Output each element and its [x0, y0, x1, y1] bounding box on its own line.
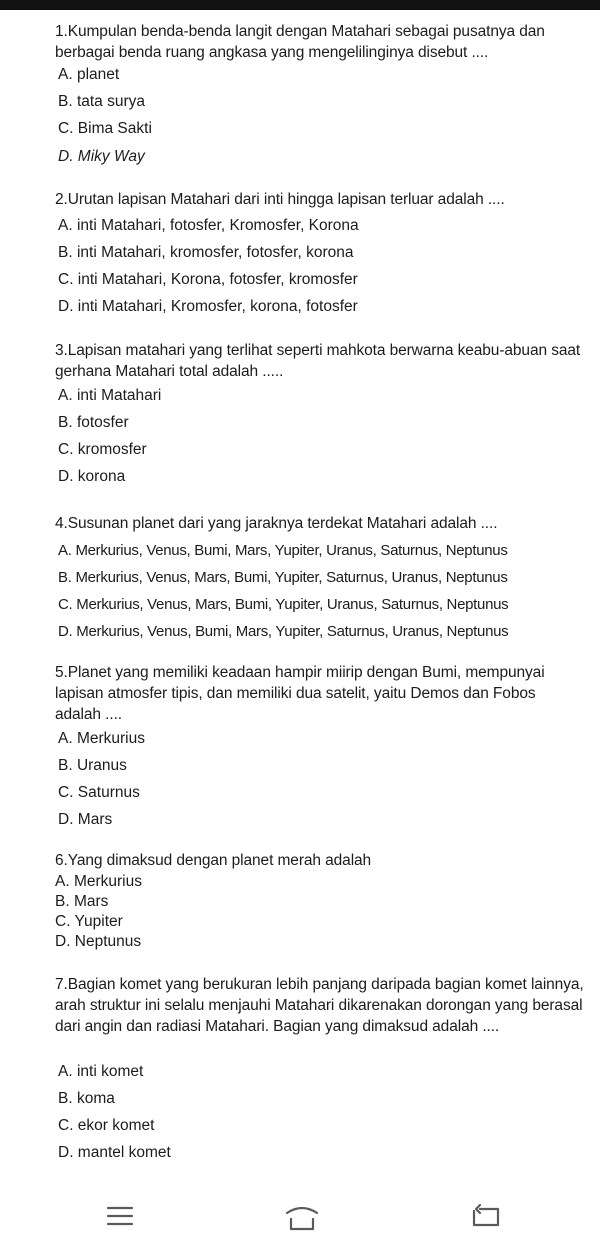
option-6d: D. Neptunus — [55, 933, 142, 950]
menu-lines-icon[interactable] — [100, 1197, 140, 1237]
option-7a: A. inti komet — [58, 1063, 144, 1080]
option-1c: C. Bima Sakti — [58, 120, 152, 137]
back-icon[interactable] — [466, 1197, 506, 1237]
option-3b: B. fotosfer — [58, 414, 129, 431]
option-2c: C. inti Matahari, Korona, fotosfer, kromosfer — [58, 271, 358, 288]
option-5d: D. Mars — [58, 811, 113, 828]
option-7d: D. mantel komet — [58, 1144, 171, 1161]
option-6b: B. Mars — [55, 893, 109, 910]
option-6c: C. Yupiter — [55, 913, 123, 930]
option-4c: C. Merkurius, Venus, Mars, Bumi, Yupiter, Uranus, Saturnus, Neptunus — [58, 596, 509, 613]
question-4-text: 4.Susunan planet dari yang jaraknya terdekat Matahari adalah .... — [55, 515, 498, 532]
option-3d: D. korona — [58, 468, 126, 485]
home-icon[interactable] — [282, 1197, 322, 1237]
option-7b: B. koma — [58, 1090, 115, 1107]
option-1d: D. Miky Way — [58, 148, 145, 165]
question-2-text: 2.Urutan lapisan Matahari dari inti hingga lapisan terluar adalah .... — [55, 191, 505, 208]
option-5c: C. Saturnus — [58, 784, 140, 801]
option-5b: B. Uranus — [58, 757, 127, 774]
question-7-text: 7.Bagian komet yang berukuran lebih panjang daripada bagian komet lainnya, arah struktur ini selalu menjauhi Matahari dikarenakan dorongan yang berasal dari angin dan radiasi Matahari. Bagian yang dimaksud adalah .... — [55, 976, 584, 1035]
navigation-bar — [0, 1185, 600, 1249]
question-1-text: 1.Kumpulan benda-benda langit dengan Matahari sebagai pusatnya dan berbagai benda ruang angkasa yang mengelilinginya disebut .... — [55, 23, 545, 61]
option-4b: B. Merkurius, Venus, Mars, Bumi, Yupiter, Saturnus, Uranus, Neptunus — [58, 569, 508, 586]
question-3-text: 3.Lapisan matahari yang terlihat seperti mahkota berwarna keabu-abuan saat gerhana Matahari total adalah ..... — [55, 342, 581, 380]
option-1b: B. tata surya — [58, 93, 146, 110]
option-2a: A. inti Matahari, fotosfer, Kromosfer, Korona — [58, 217, 359, 234]
option-7c: C. ekor komet — [58, 1117, 155, 1134]
option-3c: C. kromosfer — [58, 441, 147, 458]
option-4a: A. Merkurius, Venus, Bumi, Mars, Yupiter, Uranus, Saturnus, Neptunus — [58, 542, 508, 559]
option-1a: A. planet — [58, 66, 120, 83]
status-bar — [0, 0, 600, 10]
option-2d: D. inti Matahari, Kromosfer, korona, fotosfer — [58, 298, 358, 315]
question-5-text: 5.Planet yang memiliki keadaan hampir miirip dengan Bumi, mempunyai lapisan atmosfer tipis, dan memiliki dua satelit, yaitu Demos dan Fobos adalah .... — [55, 664, 545, 723]
option-2b: B. inti Matahari, kromosfer, fotosfer, korona — [58, 244, 354, 261]
option-4d: D. Merkurius, Venus, Bumi, Mars, Yupiter, Saturnus, Uranus, Neptunus — [58, 623, 509, 640]
option-5a: A. Merkurius — [58, 730, 145, 747]
question-6-text: 6.Yang dimaksud dengan planet merah adalah — [55, 852, 372, 869]
option-6a: A. Merkurius — [55, 873, 142, 890]
option-3a: A. inti Matahari — [58, 387, 162, 404]
